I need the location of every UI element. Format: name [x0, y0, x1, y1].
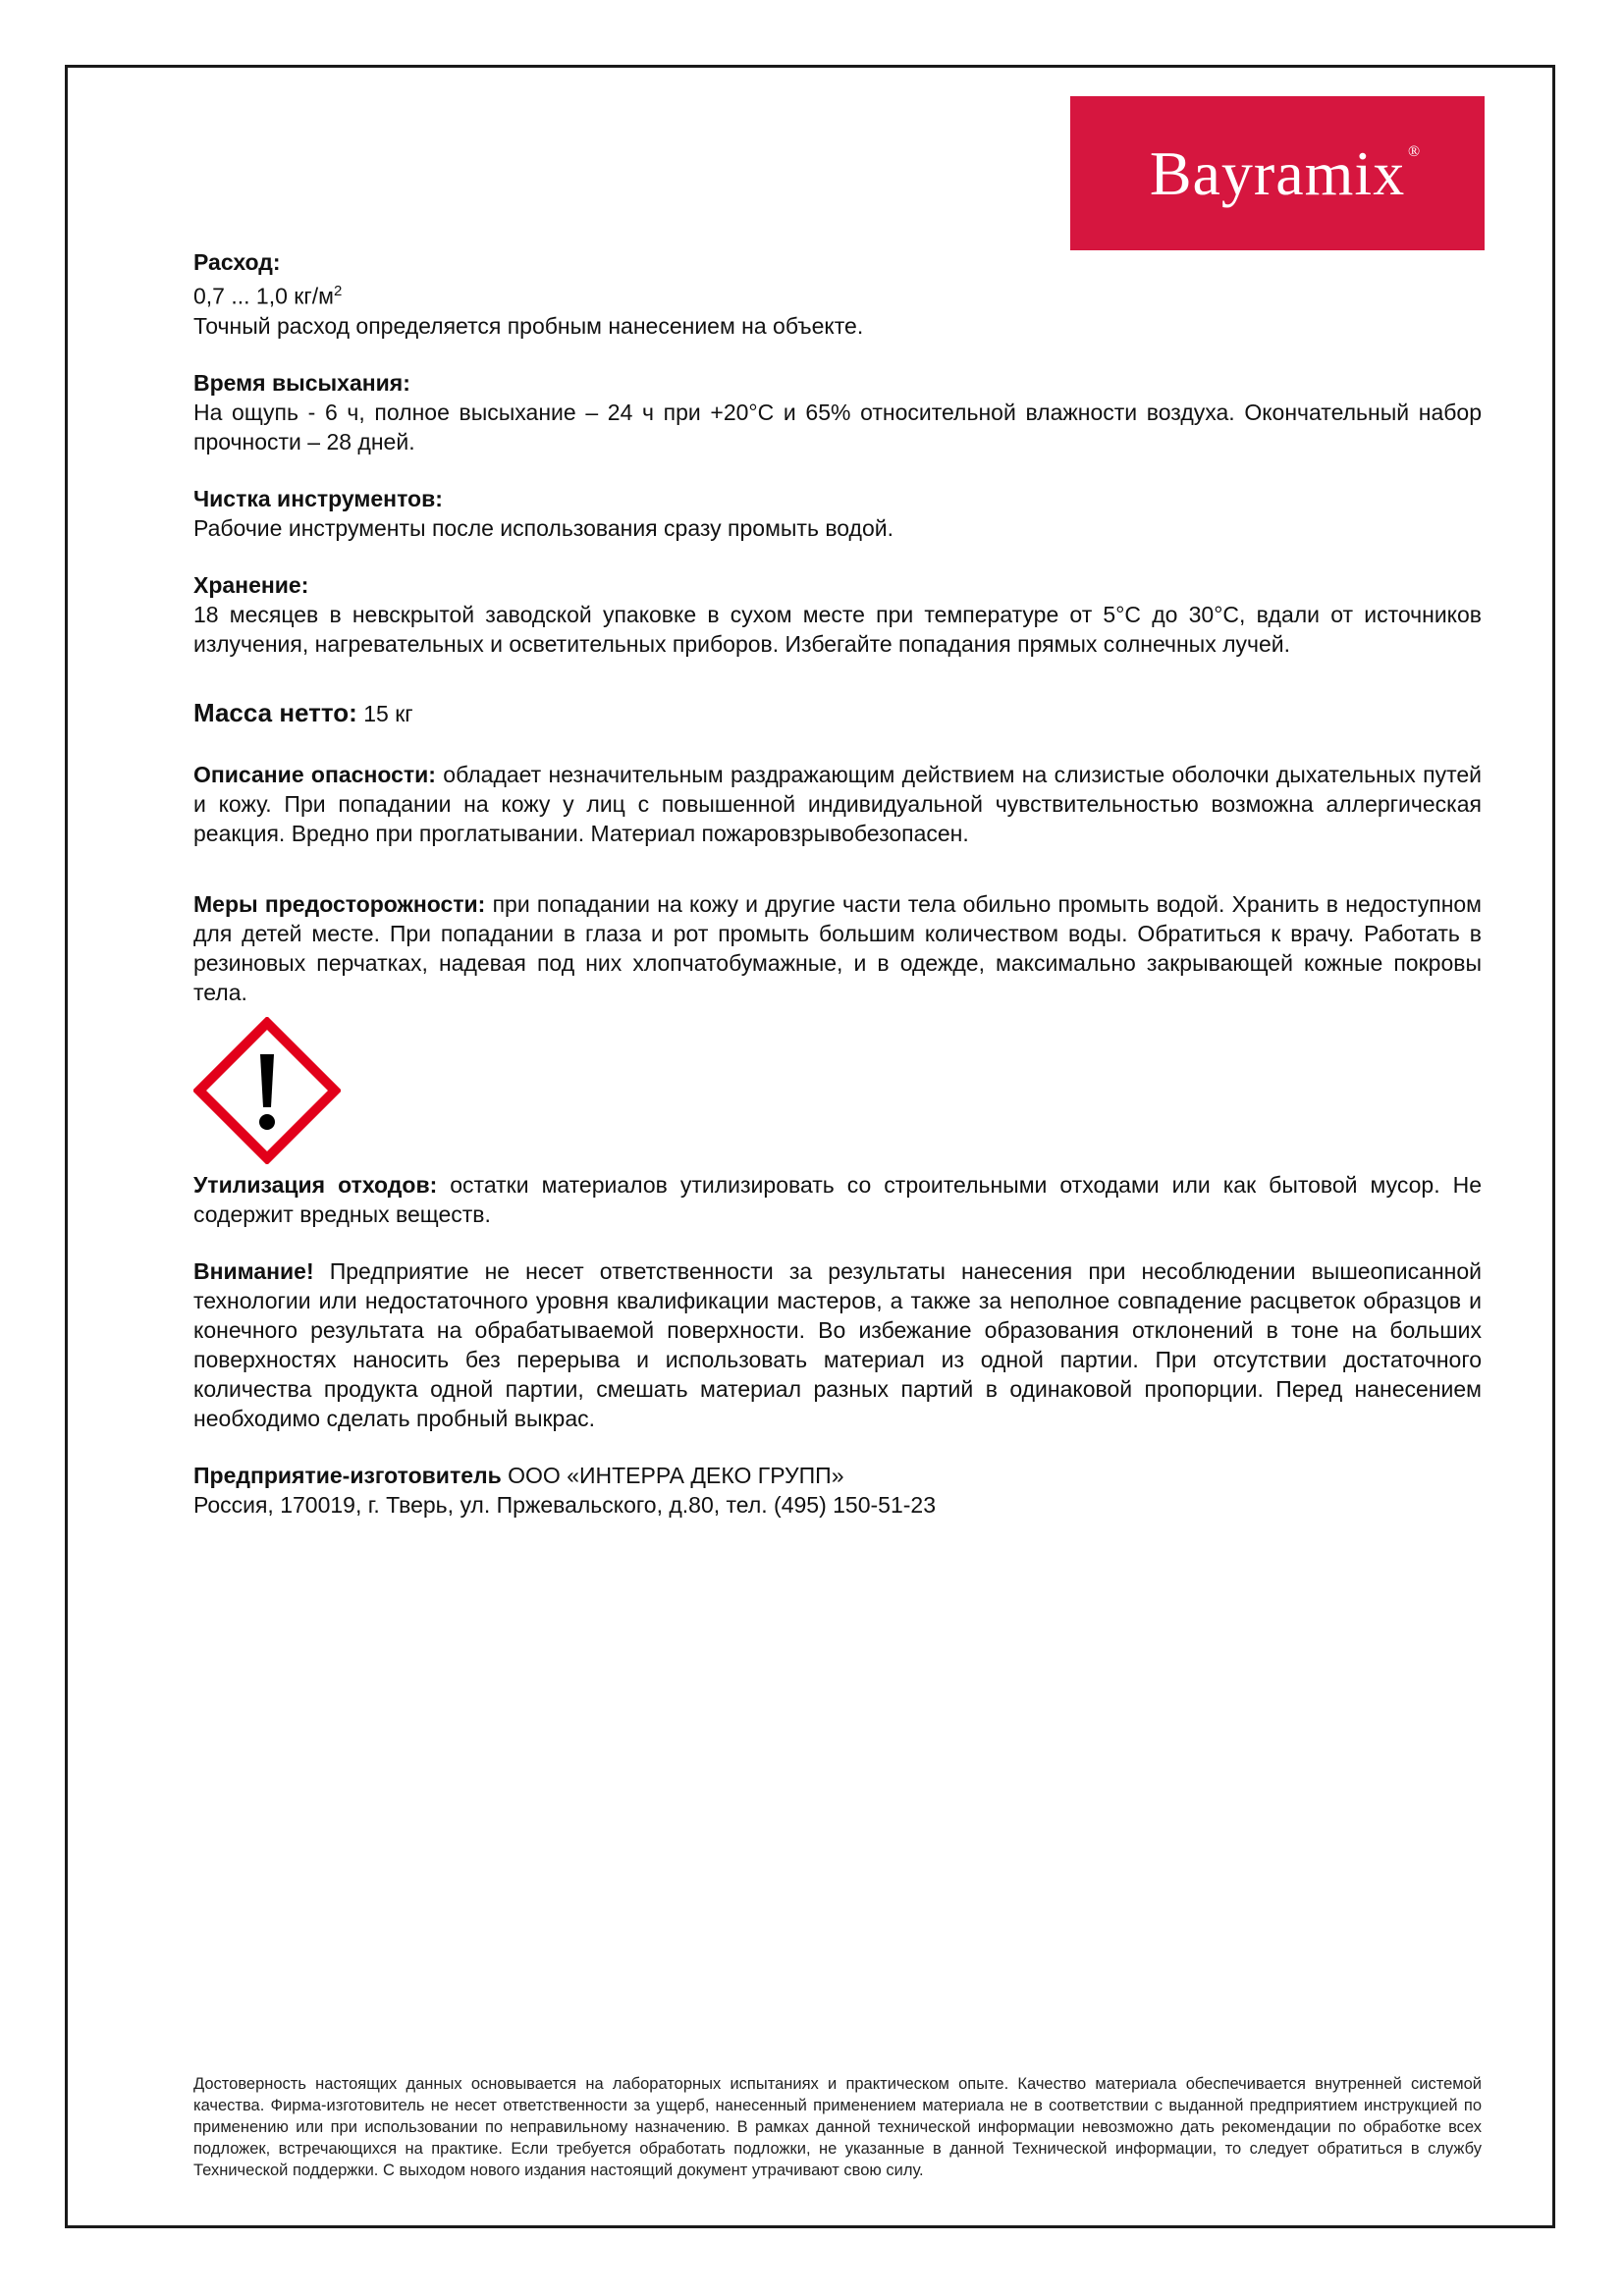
storage-section	[193, 570, 1482, 659]
precautions	[193, 889, 1482, 1007]
manufacturer-label: Предприятие-изготовитель	[193, 1462, 502, 1488]
net-mass-label: Масса нетто:	[193, 697, 357, 727]
consumption-heading: Расход:	[193, 249, 281, 275]
hazard-description-text: обладает незначительным раздражающим действием на слизистые оболочки дыхательных путей и кожу. При попадании на кожу у лиц с повышенной индивидуальной чувствительностью возможна аллергическая реакция. Вредно при проглатывании. Материал пожаровзрывобезопасен.	[193, 761, 1483, 846]
manufacturer-address: Россия, 170019, г. Тверь, ул. Пржевальского, д.80, тел. (495) 150-51-23	[193, 1491, 936, 1518]
storage-heading: Хранение:	[193, 571, 309, 598]
brand-logo-text: Bayramix ®	[1149, 137, 1422, 208]
cleaning-text: Рабочие инструменты после использования сразу промыть водой.	[193, 514, 894, 541]
precautions-label: Меры предосторожности:	[193, 890, 486, 917]
attention-text: Предприятие не несет ответственности за результаты нанесения при несоблюдении вышеописанной технологии или недостаточного уровня квалификации мастеров, а также за неполное совпадение расцветок образцов и конечного результата на обрабатываемой поверхности. Во избежание образования отклонений в тоне на больших поверхностях наносить без перерыва и использовать материал из одной партии. При отсутствии достаточного количества продукта одной партии, смешать материал разных партий в одинаковой пропорции. Перед нанесением необходимо сделать пробный выкрас.	[193, 1257, 1482, 1431]
brand-logo	[1070, 96, 1485, 250]
consumption-section	[193, 247, 1482, 341]
precautions-text: при попадании на кожу и другие части тела обильно промыть водой. Хранить в недоступном для детей месте. При попадании в глаза и рот промыть большим количеством воды. Обратиться к врачу. Работать в резиновых перчатках, надевая под них хлопчатобумажные, и в одежде, максимально закрывающей кожные покровы тела.	[193, 890, 1482, 1005]
disclaimer-footer: Достоверность настоящих данных основывается на лабораторных испытаниях и практическом опыте. Качество материала обеспечивается внутренней системой качества. Фирма-изготовитель не несет ответственности за ущерб, нанесенный применением материала не в соответствии с выданной предприятием инструкцией по применению или при использовании по неправильному назначению. В рамках данной технической информации невозможно дать рекомендации по обработке всех подложек, встречающихся на практике. Если требуется обработать подложки, не указанные в данной Технической информации, то следует обратиться в службу Технической поддержки. С выходом нового издания настоящий документ утрачивают свою силу.	[193, 2075, 1482, 2179]
net-mass-value: 15 кг	[356, 700, 413, 726]
exclamation-mark-ghs-icon	[193, 1017, 341, 1164]
consumption-value: 0,7 ... 1,0 $кг/м^2$	[193, 283, 343, 309]
net-mass	[193, 696, 1482, 730]
hazard-description	[193, 760, 1482, 848]
registered-mark: ®	[1408, 142, 1422, 160]
consumption-note: Точный расход определяется пробным нанесением на объекте.	[193, 312, 864, 339]
manufacturer-name: ООО «ИНТЕРРА ДЕКО ГРУПП»	[501, 1462, 844, 1488]
drying-section	[193, 368, 1482, 456]
document-body	[193, 247, 1482, 1520]
drying-text: На ощупь - 6 ч, полное высыхание – 24 ч при +20°С и 65% относительной влажности воздуха. Окончательный набор прочности – 28 дней.	[193, 399, 1482, 454]
cleaning-section	[193, 484, 1482, 543]
hazard-description-label: Описание опасности:	[193, 761, 436, 787]
manufacturer	[193, 1461, 1482, 1520]
disposal-label: Утилизация отходов:	[193, 1171, 438, 1198]
attention-label: Внимание!	[193, 1257, 314, 1284]
disposal	[193, 1170, 1482, 1229]
storage-text: 18 месяцев в невскрытой заводской упаковке в сухом месте при температуре от 5°С до 30°С, вдали от источников излучения, нагревательных и осветительных приборов. Избегайте попадания прямых солнечных лучей.	[193, 601, 1482, 657]
attention	[193, 1256, 1482, 1433]
drying-heading: Время высыхания:	[193, 369, 410, 396]
cleaning-heading: Чистка инструментов:	[193, 485, 443, 511]
disposal-text: остатки материалов утилизировать со строительными отходами или как бытовой мусор. Не содержит вредных веществ.	[193, 1171, 1482, 1227]
